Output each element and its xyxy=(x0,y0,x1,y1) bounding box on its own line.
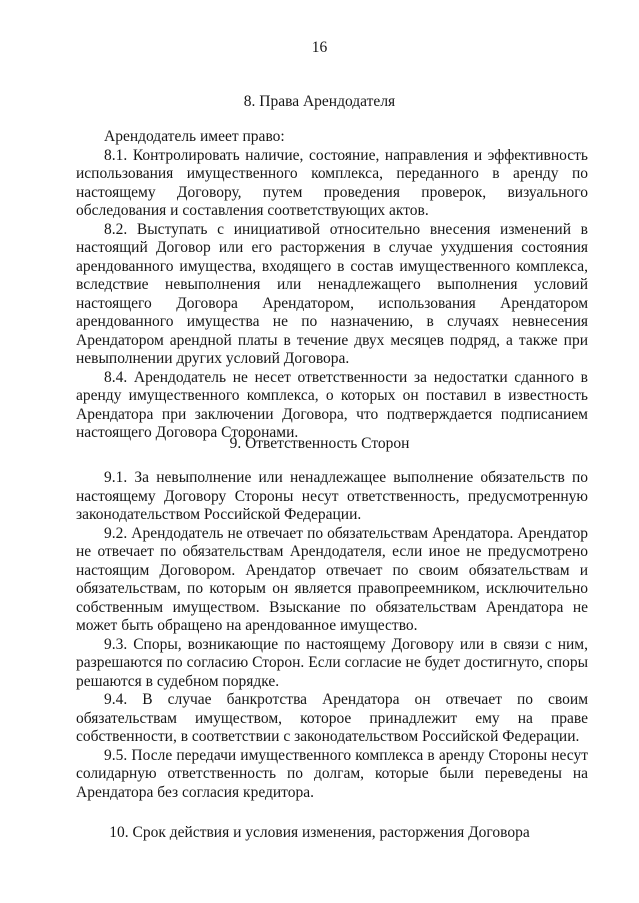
section-8-intro: Арендодатель имеет право: xyxy=(104,128,285,145)
paragraph-9-5: 9.5. После передачи имущественного комплекса в аренду Стороны несут солидарную ответственность по долгам, которые были переведены на Арендатора без согласия кредитора. xyxy=(76,746,588,801)
paragraph-8-2: 8.2. Выступать с инициативой относительно внесения изменений в настоящий Договор или его расторжения в случае ухудшения состояния арендованного имущества, входящего в состав имущественного комплекса, вследствие невыполнения или ненадлежащего выполнения условий настоящего Договора Арендатором, использования Арендатором арендованного имущества не по назначению, в случаях невнесения Арендатором арендной платы в течение двух месяцев подряд, а также при невыполнении других условий Договора. xyxy=(76,220,588,367)
paragraph-9-3: 9.3. Споры, возникающие по настоящему Договору или в связи с ним, разрешаются по согласию Сторон. Если согласие не будет достигнуто, споры решаются в судебном порядке. xyxy=(76,635,588,690)
paragraph-8-4: 8.4. Арендодатель не несет ответственности за недостатки сданного в аренду имущественного комплекса, о которых он поставил в известность Арендатора при заключении Договора, что подтверждается подписанием настоящего Договора Сторонами. xyxy=(76,368,588,441)
section-9-heading: 9. Ответственность Сторон xyxy=(229,435,410,452)
page-number: 16 xyxy=(311,39,328,56)
section-8-body xyxy=(76,128,588,443)
paragraph-8-1: 8.1. Контролировать наличие, состояние, направления и эффективность использования имущественного комплекса, переданного в аренду по настоящему Договору, путем проведения проверок, визуального обследования и составления соответствующих актов. xyxy=(76,146,588,219)
paragraph-9-1: 9.1. За невыполнение или ненадлежащее выполнение обязательств по настоящему Договору Стороны несут ответственность, предусмотренную законодательством Российской Федерации. xyxy=(76,469,588,523)
section-9-body xyxy=(76,469,588,802)
paragraph-9-4: 9.4. В случае банкротства Арендатора он отвечает по своим обязательствам имуществом, которое принадлежит ему на праве собственности, в соответствии с законодательством Российской Федерации. xyxy=(76,691,588,745)
section-8-heading: 8. Права Арендодателя xyxy=(243,93,396,110)
section-10-heading: 10. Срок действия и условия изменения, расторжения Договора xyxy=(109,824,530,841)
paragraph-9-2: 9.2. Арендодатель не отвечает по обязательствам Арендатора. Арендатор не отвечает по обязательствам Арендодателя, если иное не предусмотрено настоящим Договором. Арендатор отвечает по своим обязательствам и обязательствам, по которым он является правопреемником, исключительно собственным имуществом. Взыскание по обязательствам Арендатора не может быть обращено на арендованное имущество. xyxy=(76,524,588,634)
